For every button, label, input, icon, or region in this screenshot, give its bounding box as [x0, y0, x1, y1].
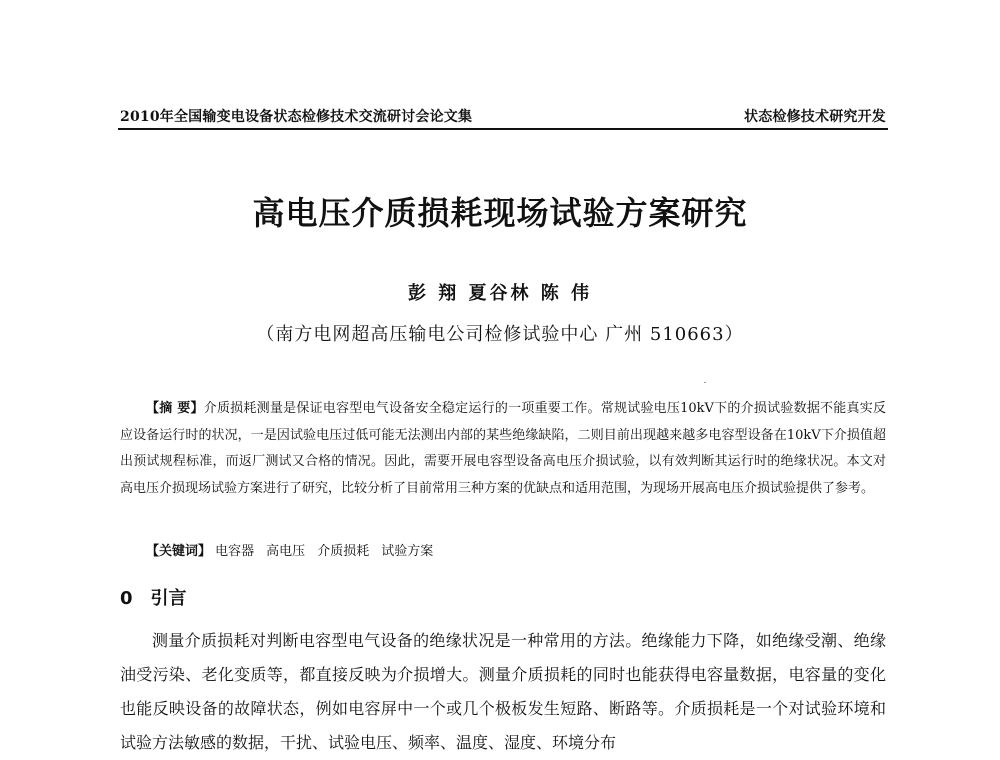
header-section-name: 状态检修技术研究开发 [744, 109, 886, 125]
section-number: 0 [120, 588, 133, 609]
author-list: 彭 翔 夏谷林 陈 伟 [407, 283, 593, 304]
scan-speck [704, 382, 706, 383]
abstract [120, 396, 886, 502]
paper-title: 高电压介质损耗现场试验方案研究 [252, 194, 748, 232]
keyword: 电容器 [215, 544, 255, 559]
author-affiliation: （南方电网超高压输电公司检修试验中心 广州 510663） [256, 324, 744, 345]
keyword: 高电压 [266, 544, 306, 559]
keywords [146, 540, 886, 564]
keyword: 介质损耗 [317, 544, 370, 559]
keyword: 试验方案 [381, 544, 434, 559]
running-header [120, 106, 886, 126]
header-proceedings-title: 2010年全国输变电设备状态检修技术交流研讨会论文集 [120, 109, 473, 125]
header-rule [118, 128, 888, 130]
keywords-label: 【关键词】 [146, 544, 212, 559]
abstract-text: 介质损耗测量是保证电容型电气设备安全稳定运行的一项重要工作。常规试验电压10kV下的介损试验数据不能真实反应设备运行时的状况，一是因试验电压过低可能无法测出内部的某些绝缘缺陷，二则目前出现越来越多电容型设备在10kV下介损值超出预试规程标准，而返厂测试又合格的情况。因此，需要开展电容型设备高电压介损试验，以有效判断其运行时的绝缘状况。本文对高电压介损现场试验方案进行了研究，比较分析了目前常用三种方案的优缺点和适用范围，为现场开展高电压介损试验提供了参考。 [120, 401, 886, 496]
section-heading [120, 584, 187, 610]
section-title: 引言 [150, 588, 187, 609]
body-paragraph: 测量介质损耗对判断电容型电气设备的绝缘状况是一种常用的方法。绝缘能力下降，如绝缘受潮、绝缘油受污染、老化变质等，都直接反映为介损增大。测量介质损耗的同时也能获得电容量数据，电容量的变化也能反映设备的故障状态，例如电容屏中一个或几个极板发生短路、断路等。介质损耗是一个对试验环境和试验方法敏感的数据，干扰、试验电压、频率、温度、湿度、环境分布 [120, 631, 886, 752]
abstract-label: 【摘 要】 [146, 401, 204, 416]
